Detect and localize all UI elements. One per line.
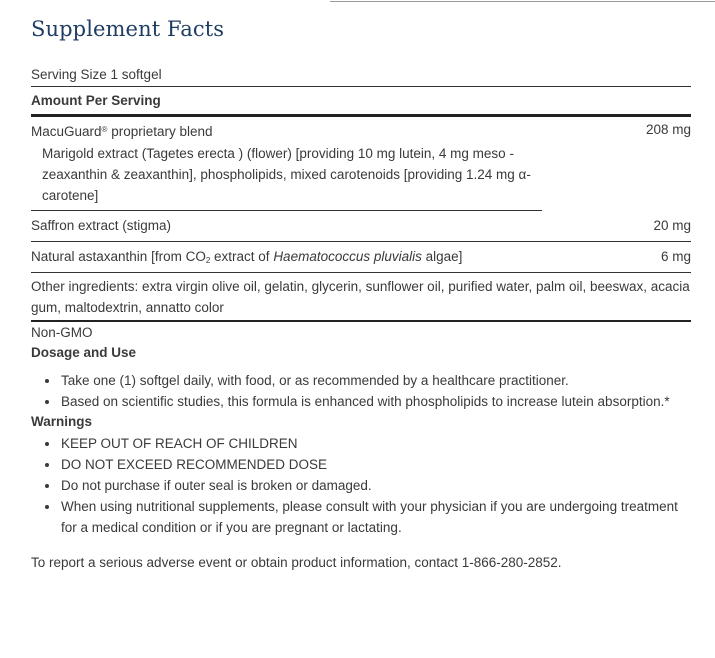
- registered-mark: ®: [101, 125, 108, 134]
- list-item: Take one (1) softgel daily, with food, or as recommended by a healthcare practitioner.: [61, 370, 691, 391]
- facts-table: [31, 65, 691, 343]
- amount-per-serving-header: Amount Per Serving: [31, 87, 691, 117]
- species-name: Haematococcus pluvialis: [273, 249, 422, 264]
- list-item: DO NOT EXCEED RECOMMENDED DOSE: [61, 454, 691, 475]
- co2-subscript: 2: [205, 256, 211, 265]
- blend-label: [31, 121, 213, 141]
- dosage-list: [31, 370, 691, 412]
- serving-size: Serving Size 1 softgel: [31, 65, 691, 87]
- list-item: When using nutritional supplements, please consult with your physician if you are undergoing treatment for a medical condition or if you are pregnant or lactating.: [61, 496, 691, 538]
- saffron-row: [31, 211, 691, 242]
- warnings-heading: Warnings: [31, 414, 93, 429]
- blend-name: MacuGuard: [31, 124, 102, 139]
- astaxanthin-label: [31, 242, 462, 276]
- blend-description: Marigold extract (Tagetes erecta ) (flower) [providing 10 mg lutein, 4 mg meso -zeaxanthin & zeaxanthin], phospholipids, mixed carotenoids [providing 1.24 mg α-carotene]: [31, 143, 542, 211]
- astaxanthin-row: [31, 242, 691, 273]
- astaxanthin-label-pre: Natural astaxanthin [from CO: [31, 249, 206, 264]
- non-gmo-label: Non-GMO: [31, 325, 93, 340]
- other-ingredients: Other ingredients: extra virgin olive oil, gelatin, glycerin, sunflower oil, purified water, palm oil, beeswax, acacia gum, maltodextrin, annatto color: [31, 273, 691, 322]
- blend-name-suffix: proprietary blend: [107, 124, 213, 139]
- supplement-facts-section: [31, 0, 691, 573]
- blend-amount: 208 mg: [645, 122, 691, 137]
- saffron-label: Saffron extract (stigma): [31, 218, 172, 233]
- list-item: KEEP OUT OF REACH OF CHILDREN: [61, 433, 691, 454]
- warnings-list: [31, 433, 691, 538]
- astaxanthin-label-post: algae]: [421, 249, 463, 264]
- page-title: Supplement Facts: [31, 17, 225, 41]
- list-item: Do not purchase if outer seal is broken or damaged.: [61, 475, 691, 496]
- astaxanthin-amount: 6 mg: [660, 249, 691, 264]
- list-item: Based on scientific studies, this formula is enhanced with phospholipids to increase lutein absorption.*: [61, 391, 691, 412]
- astaxanthin-label-mid: extract of: [210, 249, 274, 264]
- saffron-amount: 20 mg: [653, 218, 691, 233]
- blend-row: [31, 117, 691, 143]
- dosage-heading: Dosage and Use: [31, 345, 137, 360]
- report-contact-text: To report a serious adverse event or obtain product information, contact 1-866-280-2852.: [31, 555, 562, 570]
